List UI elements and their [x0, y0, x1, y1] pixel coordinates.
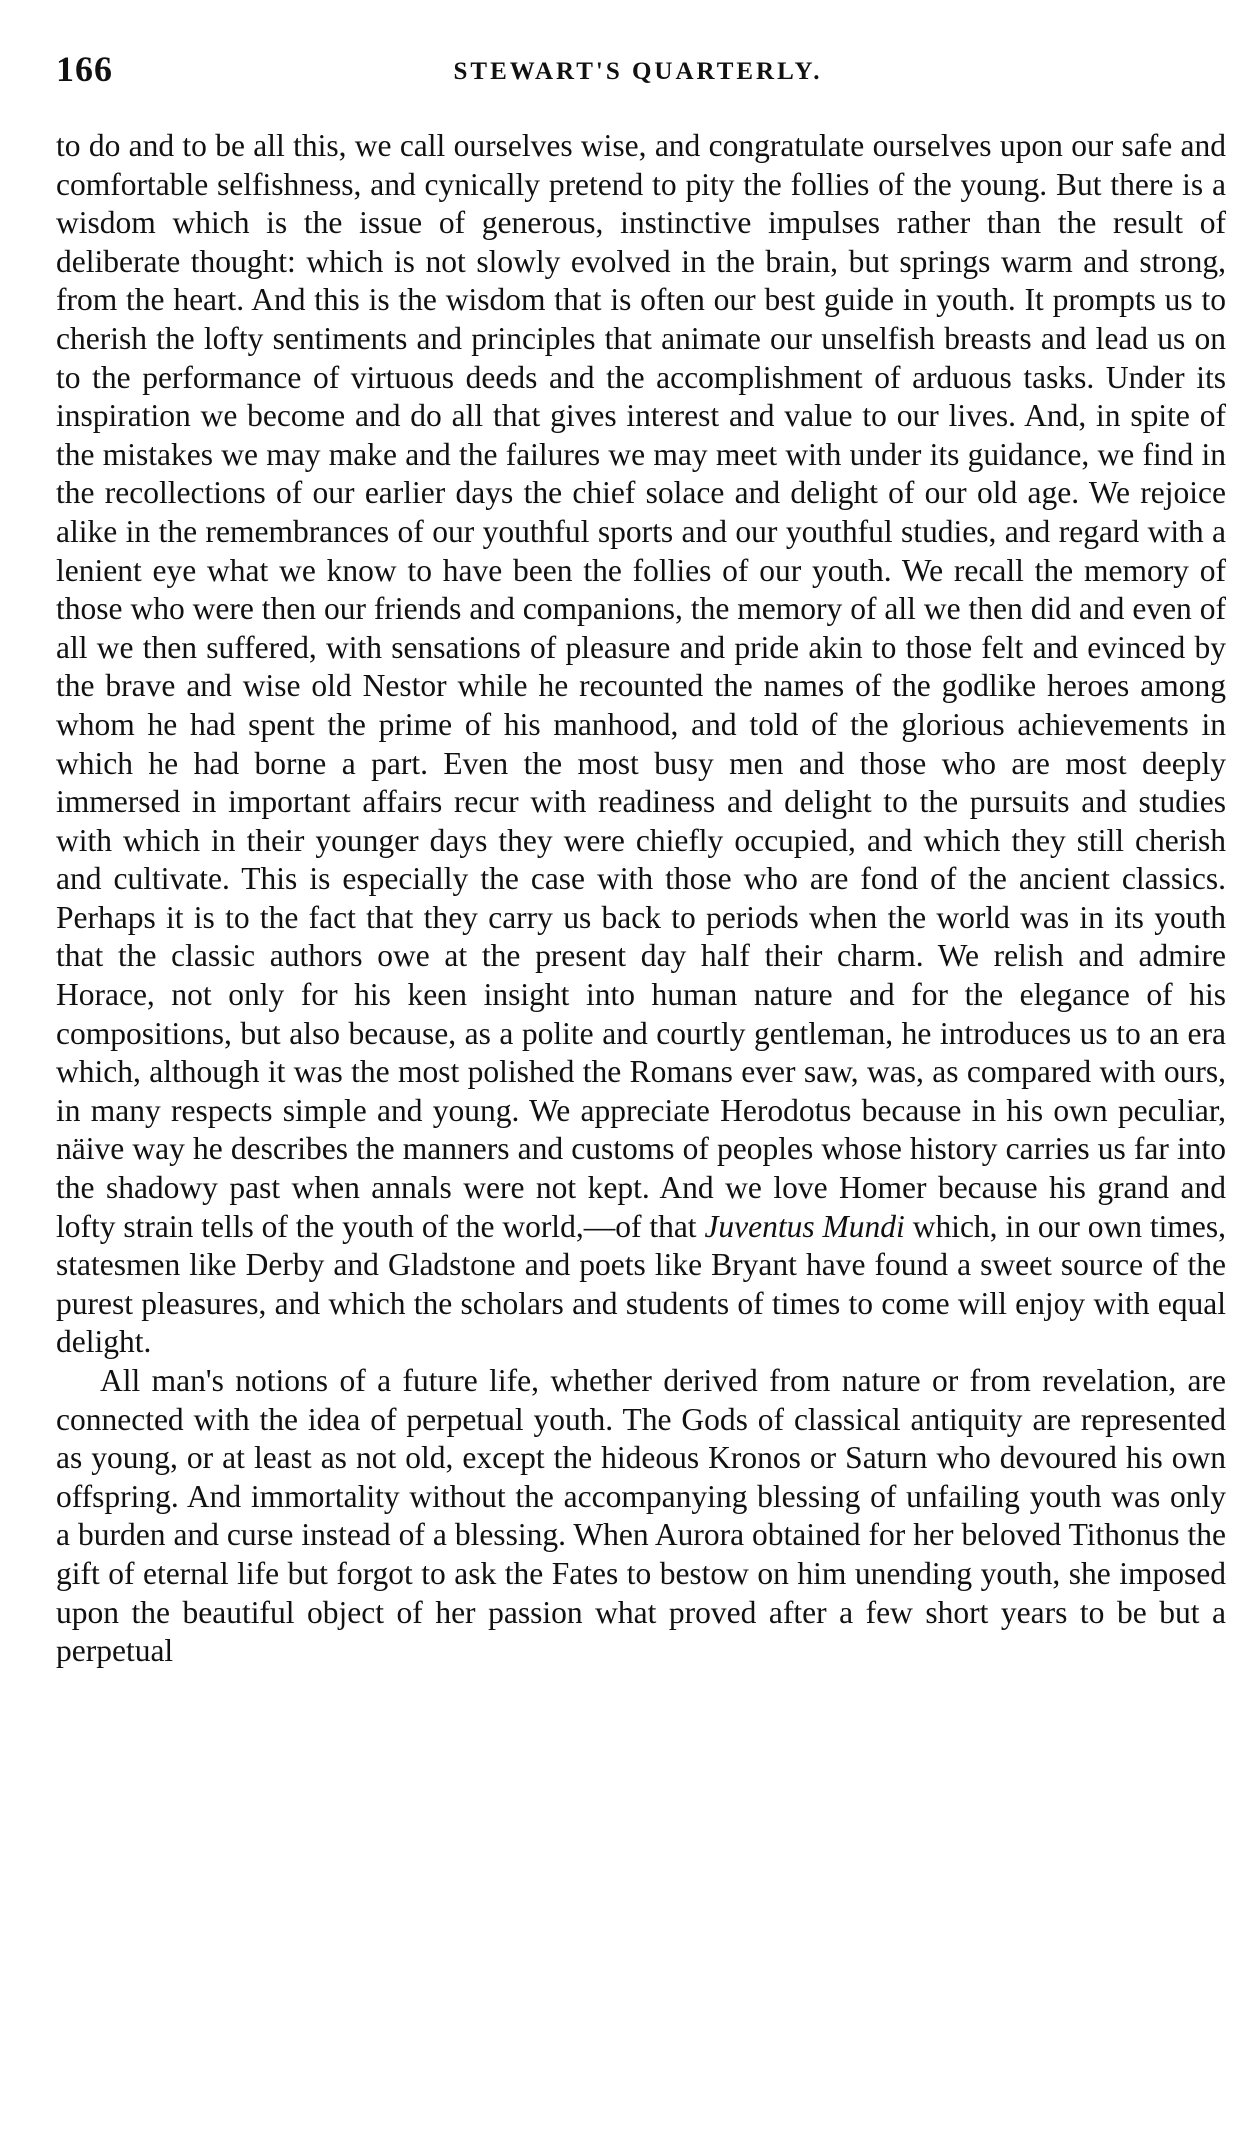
paragraph-2: All man's notions of a future life, whether derived from nature or from revelation, are connected with the idea of perpetual youth. The Gods of classical antiquity are represented as young, or at least as not old, except the hideous Kronos or Saturn who devoured his own offspring. And immortality without the accompanying blessing of unfailing youth was only a burden and curse instead of a blessing. When Aurora obtained for her beloved Tithonus the gift of eternal life but forgot to ask the Fates to bestow on him unending youth, she imposed upon the beautiful object of her passion what proved after a few short years to be but a perpetual [56, 1363, 1226, 1669]
paragraph-1 [56, 127, 1226, 1362]
paragraph-1-text-b: which, in our own times, statesmen like Derby and Gladstone and poets like Bryant have found a sweet source of the purest pleasures, and which the scholars and students of times to come will enjoy with equal delight. [56, 1208, 1226, 1360]
italic-phrase: Juventus Mundi [704, 1208, 905, 1244]
running-head [50, 0, 1226, 89]
paragraph-1-text-a: to do and to be all this, we call ourselves wise, and congratulate ourselves upon our safe and comfortable selfishness, and cynically pretend to pity the follies of the young. But there is a wisdom which is the issue of generous, instinctive impulses rather than the result of deliberate thought: which is not slowly evolved in the brain, but springs warm and strong, from the heart. And this is the wisdom that is often our best guide in youth. It prompts us to cherish the lofty sentiments and principles that animate our unselfish breasts and lead us on to the performance of virtuous deeds and the accomplishment of arduous tasks. Under its inspiration we become and do all that gives interest and value to our lives. And, in spite of the mistakes we may make and the failures we may meet with under its guidance, we find in the recollections of our earlier days the chief solace and delight of our old age. We rejoice alike in the remembrances of our youthful sports and our youthful studies, and regard with a lenient eye what we know to have been the follies of our youth. We recall the memory of those who were then our friends and companions, the memory of all we then did and even of all we then suffered, with sensations of pleasure and pride akin to those felt and evinced by the brave and wise old Nestor while he recounted the names of the godlike heroes among whom he had spent the prime of his manhood, and told of the glorious achievements in which he had borne a part. Even the most busy men and those who are most deeply immersed in important affairs recur with readiness and delight to the pursuits and studies with which in their younger days they were chiefly occupied, and which they still cherish and cultivate. This is especially the case with those who are fond of the ancient classics. Perhaps it is to the fact that they carry us back to periods when the world was in its youth that the classic authors owe at the present day half their charm. We relish and admire Horace, not only for his keen insight into human nature and for the elegance of his compositions, but also because, as a polite and courtly gentleman, he introduces us to an era which, although it was the most polished the Romans ever saw, was, as compared with ours, in many respects simple and young. We appreciate Herodotus because in his own peculiar, näive way he describes the manners and customs of peoples whose history carries us far into the shadowy past when annals were not kept. And we love Homer because his grand and lofty strain tells of the youth of the world,—of that [56, 128, 1226, 1244]
journal-title: STEWART'S QUARTERLY. [453, 58, 823, 85]
body-text [56, 127, 1226, 1671]
page-number: 166 [56, 49, 113, 89]
